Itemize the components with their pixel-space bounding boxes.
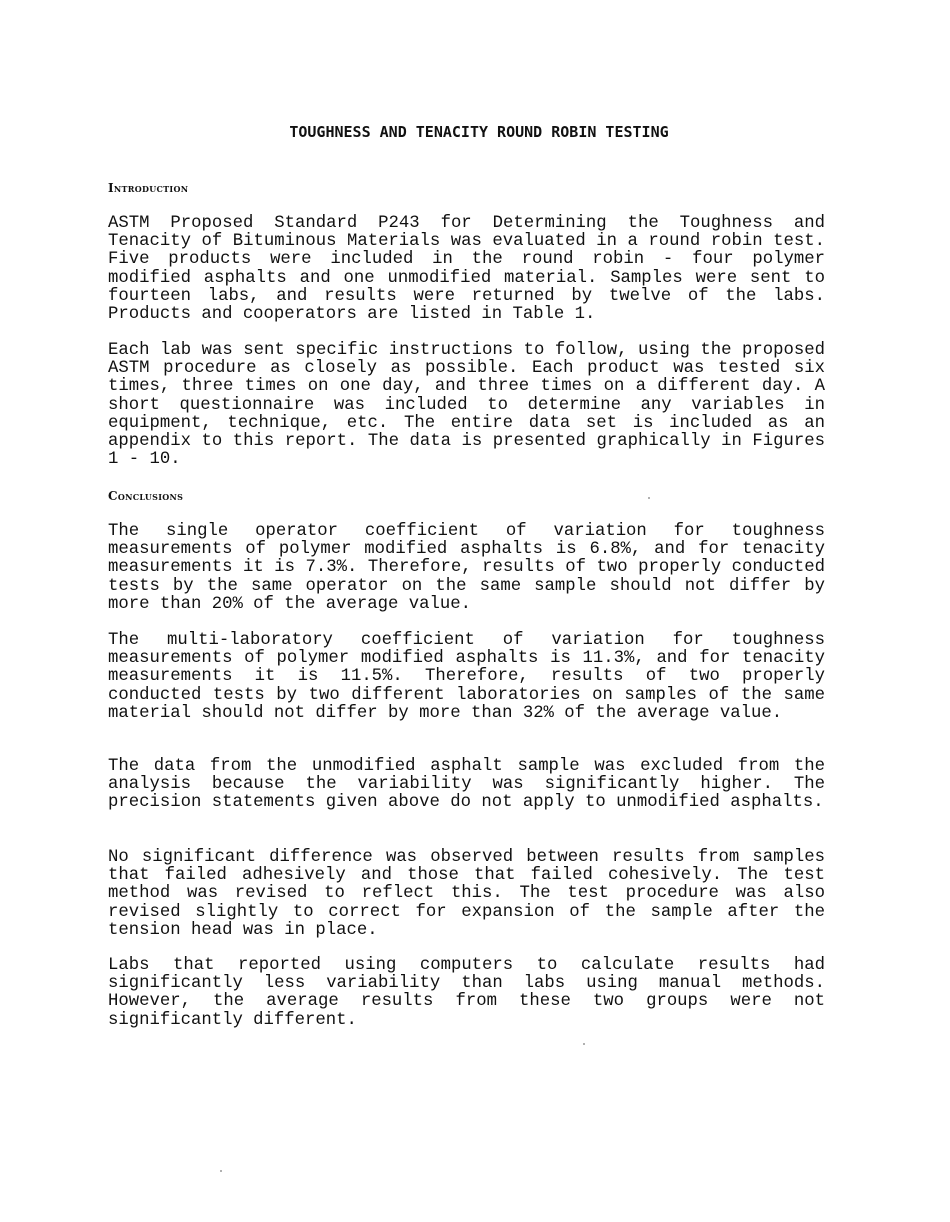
scan-speck	[648, 497, 650, 499]
conclusions-paragraph-2: The multi-laboratory coefficient of variation for toughness measurements of polymer modified asphalts is 11.3%, and for tenacity measurements it is 11.5%. Therefore, results of two properly conducted tests by two different laboratories on samples of the same material should not differ by more than 32% of the average value.	[108, 631, 825, 723]
conclusions-paragraph-5: Labs that reported using computers to calculate results had significantly less variability than labs using manual methods. However, the average results from these two groups were not significantly different.	[108, 956, 825, 1030]
section-heading-conclusions: Conclusions	[108, 489, 184, 503]
conclusions-paragraph-4: No significant difference was observed between results from samples that failed adhesively and those that failed cohesively. The test method was revised to reflect this. The test procedure was also revised slightly to correct for expansion of the sample after the tension head was in place.	[108, 848, 825, 940]
document-title: TOUGHNESS AND TENACITY ROUND ROBIN TESTING	[289, 123, 669, 141]
scan-speck	[220, 1170, 222, 1172]
conclusions-paragraph-3: The data from the unmodified asphalt sample was excluded from the analysis because the variability was significantly higher. The precision statements given above do not apply to unmodified asphalts.	[108, 757, 825, 813]
scan-speck	[583, 1043, 585, 1045]
intro-paragraph-2: Each lab was sent specific instructions to follow, using the proposed ASTM procedure as closely as possible. Each product was tested six times, three times on one day, and three times on a different day. A short questionnaire was included to determine any variables in equipment, technique, etc. The entire data set is included as an appendix to this report. The data is presented graphically in Figures 1 - 10.	[108, 341, 825, 470]
conclusions-paragraph-1: The single operator coefficient of variation for toughness measurements of polymer modified asphalts is 6.8%, and for tenacity measurements it is 7.3%. Therefore, results of two properly conducted tests by the same operator on the same sample should not differ by more than 20% of the average value.	[108, 522, 825, 614]
intro-paragraph-1: ASTM Proposed Standard P243 for Determining the Toughness and Tenacity of Bituminous Materials was evaluated in a round robin test. Five products were included in the round robin - four polymer modified asphalts and one unmodified material. Samples were sent to fourteen labs, and results were returned by twelve of the labs. Products and cooperators are listed in Table 1.	[108, 214, 825, 325]
section-heading-introduction: Introduction	[108, 181, 189, 195]
